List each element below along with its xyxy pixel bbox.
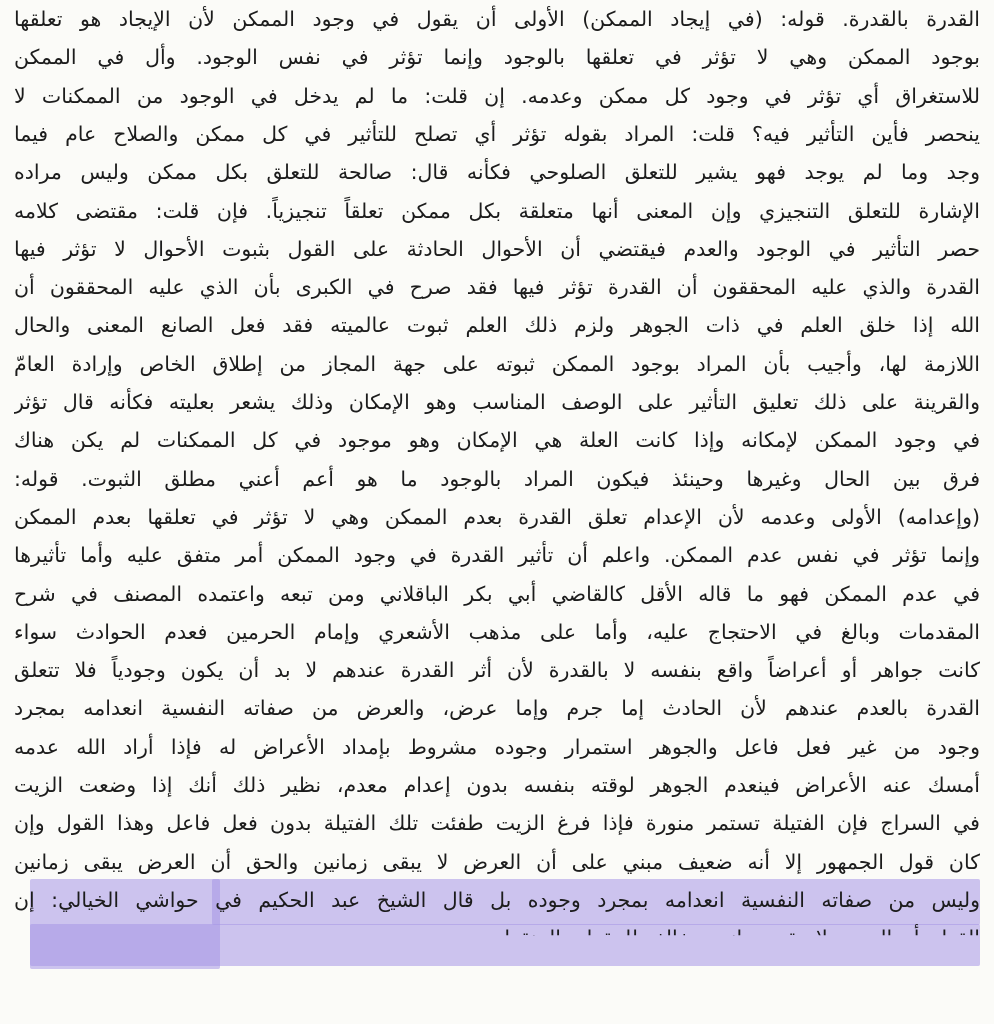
text-line: للاستغراق أي تؤثر في وجود كل ممكن وعدمه. إن قلت: ما لم يدخل في الوجود من الممكنات لا <box>14 83 980 108</box>
text-line: وليس من صفاته النفسية انعدامه بمجرد وجوده بل قال الشيخ عبد الحكيم في حواشي الخيالي: إن <box>14 887 980 912</box>
text-line: ينحصر فأين التأثير فيه؟ قلت: المراد بقوله تؤثر أي تصلح للتأثير في كل ممكن والصلاح عام فيما <box>14 121 980 146</box>
text-line: في السراج فإن الفتيلة تستمر منورة فإذا فرغ الزيت طفئت تلك الفتيلة بدون فعل فاعل وهذا القول وإن <box>14 811 980 836</box>
text-line: القدرة بالقدرة. قوله: (في إيجاد الممكن) الأولى أن يقول في وجود الممكن لأن الإيجاد هو تعلقها <box>14 7 980 31</box>
text-line: الإشارة للتعلق التنجيزي وإن المعنى أنها متعلقة بكل ممكن تعلقاً تنجيزياً. فإن قلت: مقتضى كلامه <box>14 198 980 223</box>
text-line: القدرة والذي عليه المحققون أن القدرة تؤثر فيها فقد صرح في الكبرى بأن الذي عليه المحققون أن <box>14 275 980 300</box>
text-line: المقدمات وبالغ في الاحتجاج عليه، وأما على مذهب الأشعري وإمام الحرمين فعدم الحوادث سواء <box>14 619 980 644</box>
text-line: بوجود الممكن وهي لا تؤثر في تعلقها بالوجود وإنما تؤثر في نفس الوجود. وأل في الممكن <box>14 45 980 70</box>
text-line: في وجود الممكن لإمكانه وإذا كانت العلة هي الإمكان وهو موجود في كل الممكنات لم يكن هناك <box>14 428 980 453</box>
text-line: الله إذا خلق العلم في ذات الجوهر ولزم ذلك العلم ثبوت عالميته فقد فعل الصانع المعنى والحال <box>14 313 980 338</box>
text-line: كانت جواهر أو أعراضاً واقع بنفسه لا بالقدرة لأن أثر القدرة عندهم لا بد أن يكون وجودياً فلا تتعلق <box>14 658 980 683</box>
text-line: (وإعدامه) الأولى وعدمه لأن الإعدام تعلق القدرة بعدم الممكن وهي لا تؤثر في تعلقها بعدم الممكن <box>14 504 980 529</box>
text-line: القدرة بالعدم عندهم لأن الحادث إما جرم وإما عرض، والعرض من صفاته النفسية انعدامه بمجرد <box>14 696 980 721</box>
text-line: وجود من غير فعل فاعل والجوهر استمرار وجوده مشروط بإمداد الأعراض له فإذا أراد الله عدمه <box>14 734 980 759</box>
text-line: اللازمة لها، وأجيب بأن المراد بوجود الممكن ثبوته على جهة المجاز من إطلاق الخاص وإرادة العامّ <box>14 351 980 376</box>
text-line: حصر التأثير في الوجود والعدم فيقتضي أن الأحوال الحادثة على القول بثبوت الأحوال لا تؤثر فيها <box>14 236 980 261</box>
text-line: وإنما تؤثر في نفس عدم الممكن. واعلم أن تأثير القدرة في وجود الممكن أمر متفق عليه وأما تأثيرها <box>14 543 980 568</box>
text-line: فرق بين الحال وغيرها وحينئذ فيكون المراد بالوجود ما هو أعم أعني مطلق الثبوت. قوله: <box>14 466 980 491</box>
text-line: كان قول الجمهور إلا أنه ضعيف مبني على أن العرض لا يبقى زمانين والحق أن العرض يبقى زمانين <box>14 849 980 874</box>
text-line: وجد وما لم يوجد فهو يشير للتعلق الصلوحي فكأنه قال: صالحة للتعلق بكل ممكن وليس مراده <box>14 160 980 185</box>
text-line: في عدم الممكن فهو ما قاله الأقل كالقاضي أبي بكر الباقلاني ومن تبعه واعتمده المصنف في شرح <box>14 581 980 606</box>
text-line: أمسك عنه الأعراض فينعدم الجوهر لوقته بنفسه بدون إعدام معدم، نظير ذلك أنك إذا وضعت الزيت <box>14 773 980 797</box>
text-line: والقرينة على ذلك تعليق التأثير على الوصف المناسب وهو الإمكان وذلك يشعر بعليته فكأنه قال تؤثر <box>14 390 980 414</box>
